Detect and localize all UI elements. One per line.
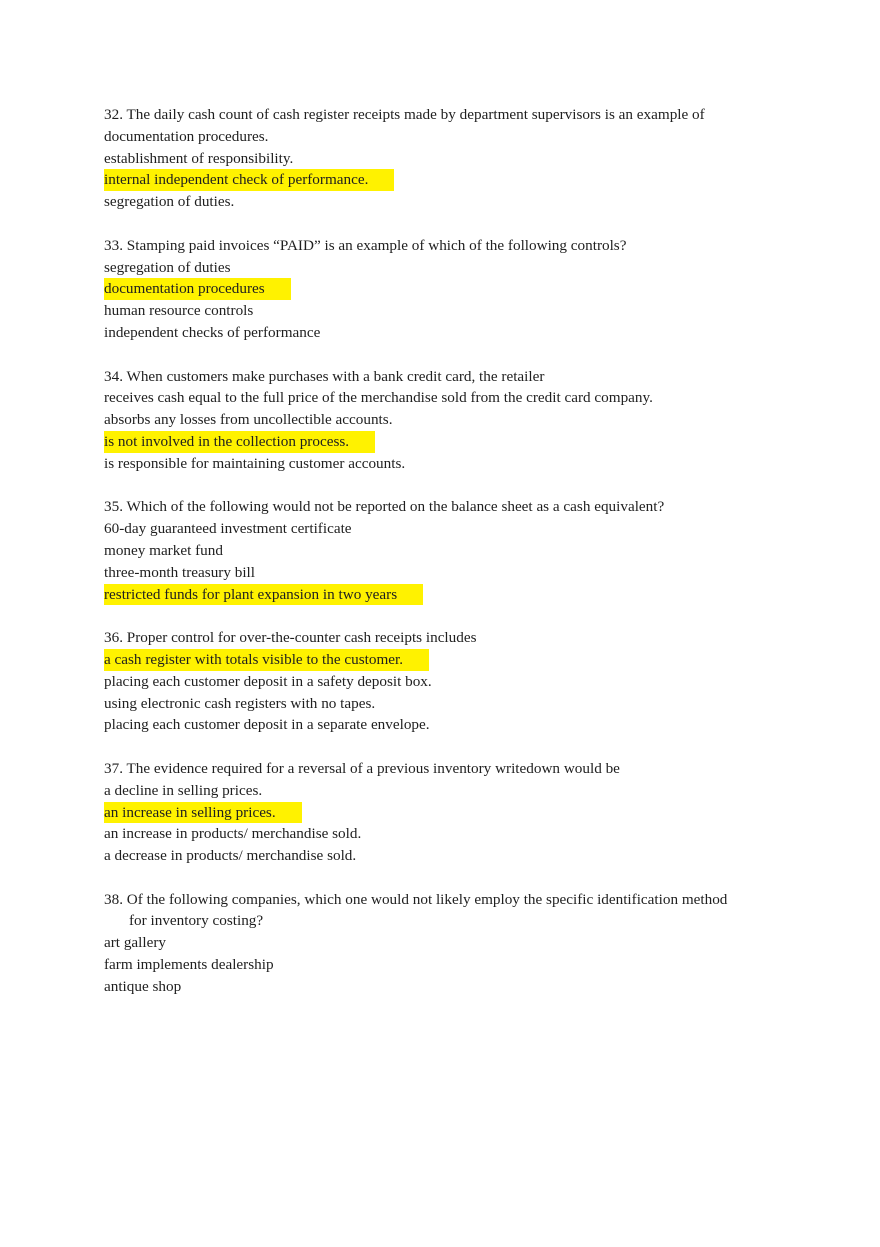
- question-34: [104, 366, 744, 475]
- answer-option-highlighted: internal independent check of performance.: [104, 169, 744, 191]
- answer-option: is responsible for maintaining customer accounts.: [104, 454, 406, 472]
- question-36: [104, 627, 744, 736]
- question-stem: 38. Of the following companies, which one would not likely employ the specific identification method for inventory costing?: [104, 890, 728, 930]
- answer-option: segregation of duties: [104, 258, 231, 276]
- question-stem: 32. The daily cash count of cash register receipts made by department supervisors is an example of: [104, 106, 705, 123]
- answer-option: money market fund: [104, 541, 223, 559]
- answer-option: three-month treasury bill: [104, 563, 255, 581]
- question-38: [104, 889, 744, 998]
- answer-option: independent checks of performance: [104, 323, 321, 341]
- answer-option: receives cash equal to the full price of the merchandise sold from the credit card company.: [104, 389, 653, 407]
- answer-option: human resource controls: [104, 302, 254, 320]
- answer-option-highlighted: documentation procedures: [104, 278, 744, 300]
- answer-option: using electronic cash registers with no tapes.: [104, 694, 376, 712]
- answer-option-highlighted: a cash register with totals visible to the customer.: [104, 649, 744, 671]
- answer-option: establishment of responsibility.: [104, 149, 294, 167]
- answer-option: placing each customer deposit in a safety deposit box.: [104, 672, 432, 690]
- answer-option-highlighted: an increase in selling prices.: [104, 802, 744, 824]
- question-stem: 34. When customers make purchases with a bank credit card, the retailer: [104, 367, 545, 385]
- question-stem: 35. Which of the following would not be reported on the balance sheet as a cash equivalent?: [104, 498, 665, 516]
- answer-option-highlighted: restricted funds for plant expansion in two years: [104, 584, 744, 606]
- answer-option: segregation of duties.: [104, 193, 235, 211]
- question-list: [104, 104, 744, 1019]
- answer-option: a decrease in products/ merchandise sold.: [104, 847, 357, 865]
- question-stem: 36. Proper control for over-the-counter cash receipts includes: [104, 629, 477, 647]
- answer-option-highlighted: is not involved in the collection process.: [104, 431, 744, 453]
- answer-option: antique shop: [104, 977, 182, 995]
- question-35: [104, 496, 744, 605]
- question-33: [104, 235, 744, 344]
- question-stem: 33. Stamping paid invoices “PAID” is an example of which of the following controls?: [104, 236, 627, 254]
- answer-option: absorbs any losses from uncollectible accounts.: [104, 411, 393, 429]
- answer-option: documentation procedures.: [104, 127, 269, 145]
- answer-option: an increase in products/ merchandise sold.: [104, 825, 362, 843]
- answer-option: farm implements dealership: [104, 956, 274, 974]
- question-stem: 37. The evidence required for a reversal of a previous inventory writedown would be: [104, 759, 620, 777]
- answer-option: art gallery: [104, 934, 166, 952]
- answer-option: a decline in selling prices.: [104, 781, 263, 799]
- answer-option: 60-day guaranteed investment certificate: [104, 520, 352, 538]
- answer-option: placing each customer deposit in a separate envelope.: [104, 716, 430, 734]
- question-37: [104, 758, 744, 867]
- question-32: [104, 104, 744, 213]
